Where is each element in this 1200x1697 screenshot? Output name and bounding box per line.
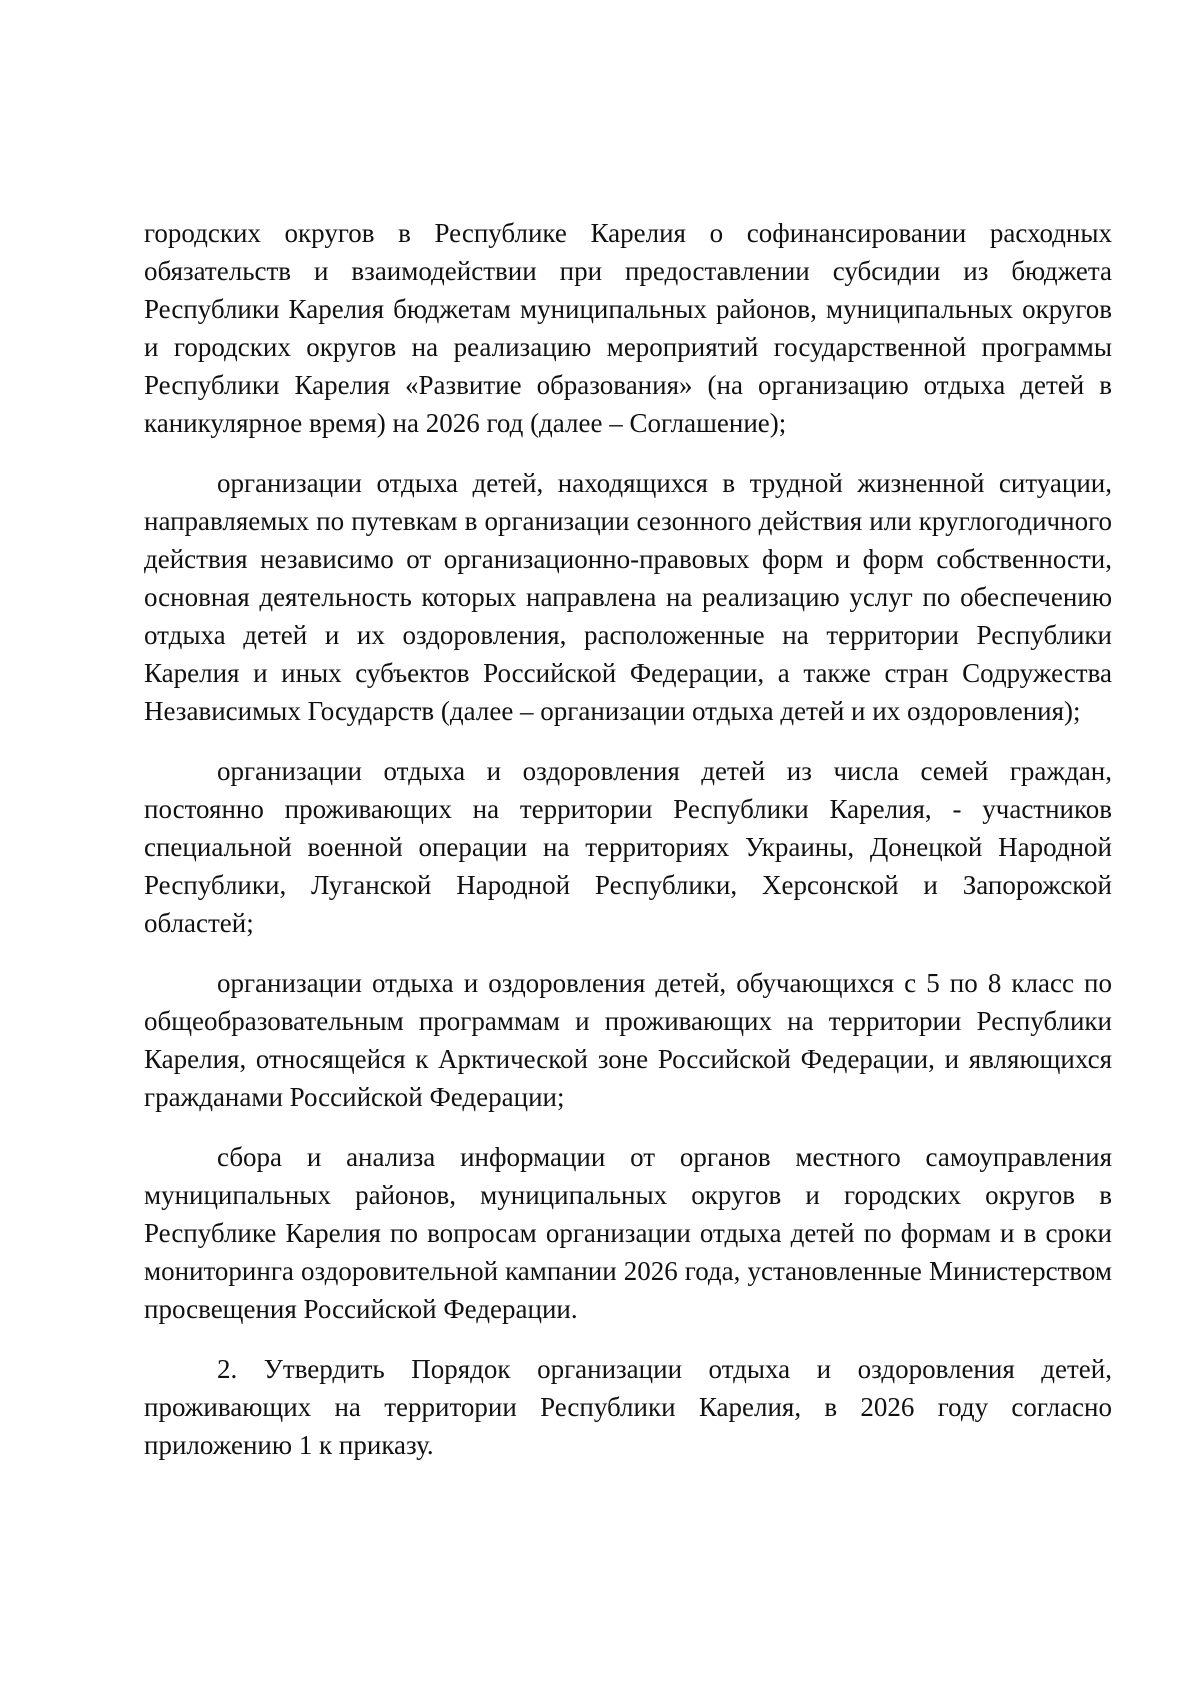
document-body [144, 214, 1112, 1486]
paragraph-agreement-continuation: городских округов в Республике Карелия о софинансировании расходных обязательств и взаимодействии при предоставлении субсидии из бюджета Республики Карелия бюджетам муниципальных районов, муниципальных округов и городских округов на реализацию мероприятий государственной программы Республики Карелия «Развитие образования» (на организацию отдыха детей в каникулярное время) на 2026 год (далее – Соглашение); [144, 218, 1112, 438]
paragraph-approve-procedure: 2. Утвердить Порядок организации отдыха и оздоровления детей, проживающих на территории Республики Карелия, в 2026 году согласно приложению 1 к приказу. [144, 1354, 1112, 1460]
paragraph-arctic-zone-students: организации отдыха и оздоровления детей, обучающихся с 5 по 8 класс по общеобразовательным программам и проживающих на территории Республики Карелия, относящейся к Арктической зоне Российской Федерации, и являющихся гражданами Российской Федерации; [144, 968, 1112, 1112]
paragraph-svo-families-children: организации отдыха и оздоровления детей из числа семей граждан, постоянно проживающих на территории Республики Карелия, - участников специальной военной операции на территориях Украины, Донецкой Народной Республики, Луганской Народной Республики, Херсонской и Запорожской областей; [144, 756, 1112, 938]
paragraph-difficult-situation-children: организации отдыха детей, находящихся в трудной жизненной ситуации, направляемых по путевкам в организации сезонного действия или круглогодичного действия независимо от организационно-правовых форм и форм собственности, основная деятельность которых направлена на реализацию услуг по обеспечению отдыха детей и их оздоровления, расположенные на территории Республики Карелия и иных субъектов Российской Федерации, а также стран Содружества Независимых Государств (далее – организации отдыха детей и их оздоровления); [144, 468, 1112, 726]
paragraph-monitoring-info: сбора и анализа информации от органов местного самоуправления муниципальных районов, муниципальных округов и городских округов в Республике Карелия по вопросам организации отдыха детей по формам и в сроки мониторинга оздоровительной кампании 2026 года, установленные Министерством просвещения Российской Федерации. [144, 1142, 1112, 1324]
